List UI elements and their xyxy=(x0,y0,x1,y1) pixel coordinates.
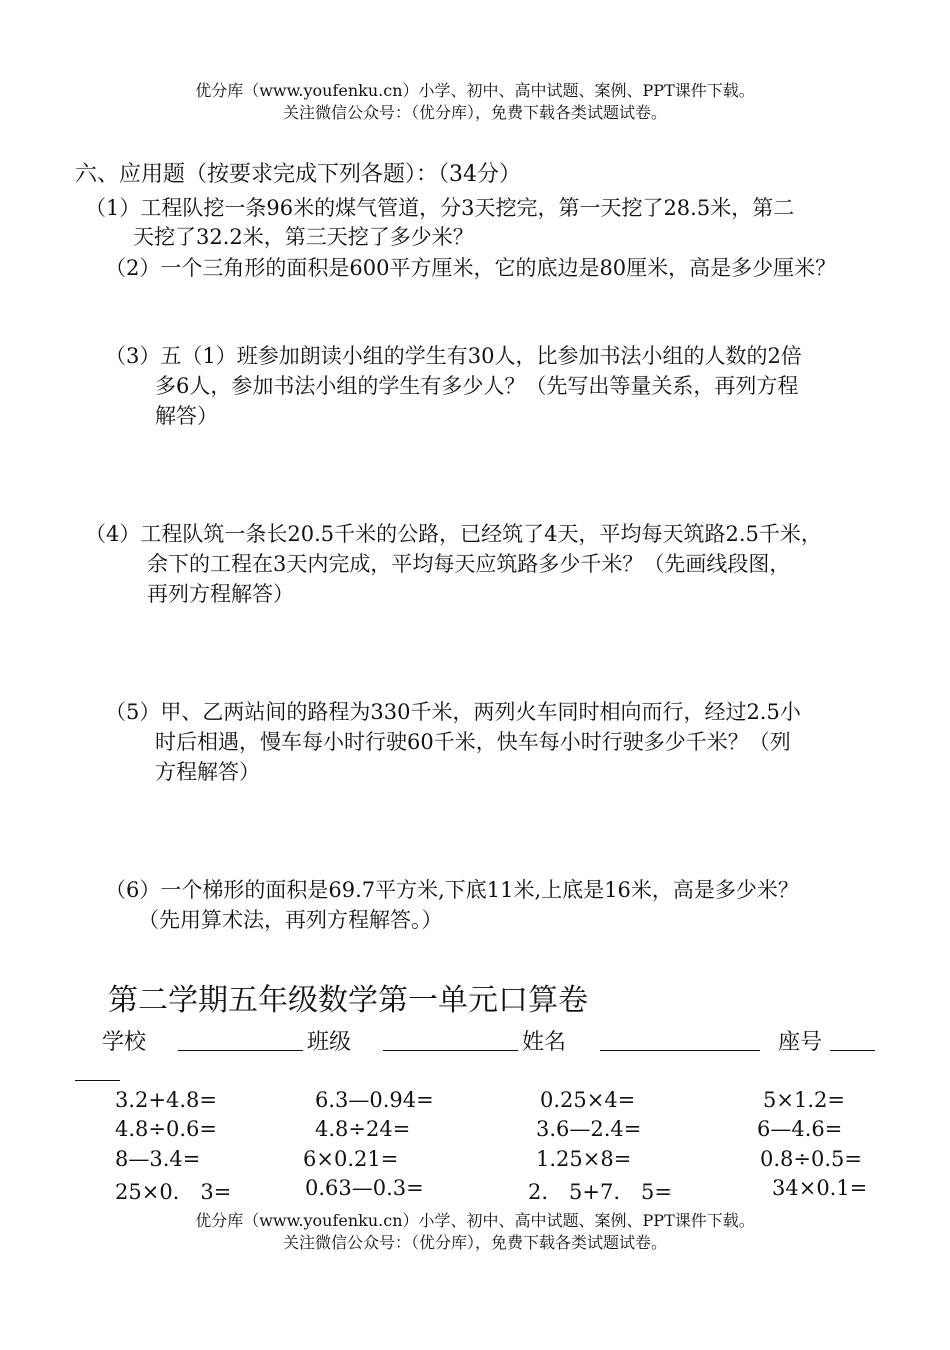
footer-line-1: 优分库（www.youfenku.cn）小学、初中、高中试题、案例、PPT课件下载。 xyxy=(195,1211,755,1230)
class-blank[interactable] xyxy=(383,1050,518,1051)
problem-5-line-2: 时后相遇，慢车每小时行驶60千米，快车每小时行驶多少千米？（列 xyxy=(155,730,791,754)
calc-item: 0.25×4= xyxy=(540,1088,636,1112)
calc-item: 6.3—0.94= xyxy=(315,1088,434,1112)
problem-4-line-2: 余下的工程在3天内完成，平均每天应筑路多少千米？（先画线段图， xyxy=(147,552,791,576)
quiz-title: 第二学期五年级数学第一单元口算卷 xyxy=(108,983,588,1018)
calc-item: 3.2+4.8= xyxy=(115,1088,217,1112)
problem-3-line-3: 解答） xyxy=(155,404,218,428)
school-blank[interactable] xyxy=(178,1050,303,1051)
calc-item: 6×0.21= xyxy=(303,1147,399,1171)
problem-1-line-2: 天挖了32.2米，第三天挖了多少米？ xyxy=(133,225,474,249)
problem-4-line-3: 再列方程解答） xyxy=(147,582,294,606)
page-header xyxy=(0,80,950,124)
seat-blank-continued xyxy=(75,1080,120,1081)
school-label: 学校 xyxy=(102,1030,147,1055)
calc-item: 6—4.6= xyxy=(757,1117,843,1141)
class-label: 班级 xyxy=(307,1030,352,1055)
section-heading: 六、应用题（按要求完成下列各题）：（34分） xyxy=(75,162,521,187)
calc-item: 8—3.4= xyxy=(115,1147,201,1171)
seat-blank[interactable] xyxy=(830,1050,875,1051)
header-line-2: 关注微信公众号：（优分库），免费下载各类试题试卷。 xyxy=(282,103,667,122)
footer-line-2: 关注微信公众号：（优分库），免费下载各类试题试卷。 xyxy=(282,1233,667,1252)
calc-item: 0.63—0.3= xyxy=(305,1176,424,1200)
header-line-1: 优分库（www.youfenku.cn）小学、初中、高中试题、案例、PPT课件下载。 xyxy=(195,81,755,100)
problem-6-line-1: （6）一个梯形的面积是69.7平方米,下底11米,上底是16米，高是多少米？ xyxy=(105,878,799,902)
problem-5-line-1: （5）甲、乙两站间的路程为330千米，两列火车同时相向而行，经过2.5小 xyxy=(105,700,801,724)
calc-item: 3.6—2.4= xyxy=(536,1117,642,1141)
calc-item: 5×1.2= xyxy=(763,1088,845,1112)
seat-label: 座号 xyxy=(778,1030,823,1055)
page-footer xyxy=(0,1210,950,1254)
problem-5-line-3: 方程解答） xyxy=(155,760,260,784)
name-label: 姓名 xyxy=(522,1030,567,1055)
calc-item: 1.25×8= xyxy=(536,1147,632,1171)
calc-item: 4.8÷24= xyxy=(315,1117,411,1141)
calc-item: 4.8÷0.6= xyxy=(115,1117,217,1141)
problem-3-line-1: （3）五（1）班参加朗读小组的学生有30人，比参加书法小组的人数的2倍 xyxy=(105,344,802,368)
calc-item: 34×0.1= xyxy=(772,1176,868,1200)
problem-4-line-1: （4）工程队筑一条长20.5千米的公路，已经筑了4天，平均每天筑路2.5千米， xyxy=(85,522,822,546)
calc-item: 2. 5+7. 5= xyxy=(528,1180,672,1204)
calc-item: 0.8÷0.5= xyxy=(760,1147,862,1171)
problem-3-line-2: 多6人，参加书法小组的学生有多少人？（先写出等量关系，再列方程 xyxy=(155,374,799,398)
name-blank[interactable] xyxy=(600,1050,760,1051)
calc-item: 25×0. 3= xyxy=(115,1180,232,1204)
problem-1-line-1: （1）工程队挖一条96米的煤气管道，分3天挖完，第一天挖了28.5米，第二 xyxy=(85,196,795,220)
problem-6-line-2: （先用算术法，再列方程解答。） xyxy=(138,908,443,932)
problem-2-line-1: （2）一个三角形的面积是600平方厘米，它的底边是80厘米，高是多少厘米？ xyxy=(105,256,837,280)
